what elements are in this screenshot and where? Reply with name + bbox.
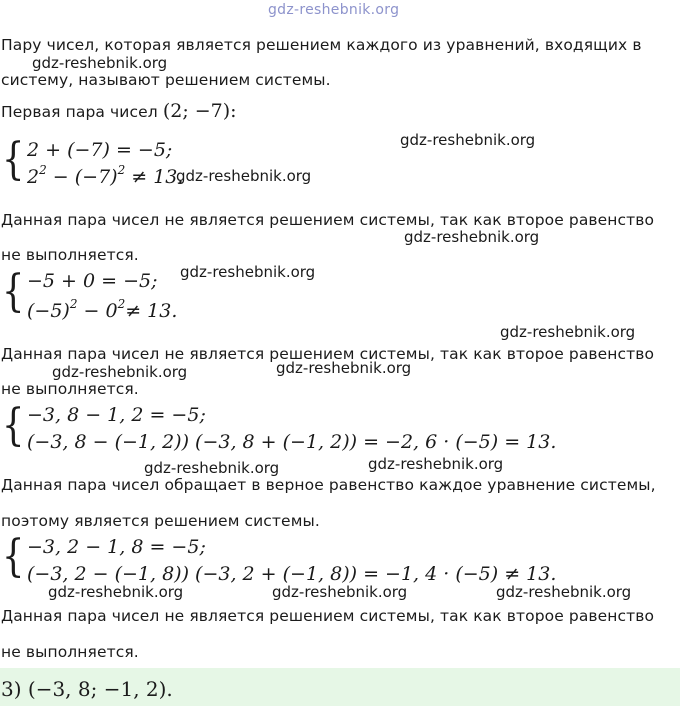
not-solution-1-line-1: Данная пара чисел не является решением системы, так как второе равенство <box>1 211 655 229</box>
first-pair-value: (2; −7): <box>162 100 237 122</box>
watermark: gdz-reshebnik.org <box>500 323 636 341</box>
system-3-brace: { <box>2 400 25 451</box>
system-4-brace: { <box>2 531 25 582</box>
system-3-eq-1: −3, 8 − 1, 2 = −5; <box>27 404 206 426</box>
intro-line-1: Пару чисел, которая является решением каждого из уравнений, входящих в <box>1 36 642 54</box>
not-solution-3-line-2: не выполняется. <box>1 643 139 661</box>
not-solution-1-line-2: не выполняется. <box>1 246 139 264</box>
system-4-eq-1: −3, 2 − 1, 8 = −5; <box>27 536 206 558</box>
watermark: gdz-reshebnik.org <box>144 459 280 477</box>
not-solution-3-line-1: Данная пара чисел не является решением системы, так как второе равенство <box>1 607 655 625</box>
not-solution-2-line-2: не выполняется. <box>1 380 139 398</box>
system-2-eq-2: $(-5)^2 - 0^2\ne 13$. <box>27 297 178 322</box>
solution-line-2: поэтому является решением системы. <box>1 512 320 530</box>
watermark: gdz-reshebnik.org <box>52 363 188 381</box>
system-1-brace: { <box>2 134 25 185</box>
first-pair-label: Первая пара чисел <box>1 103 158 121</box>
system-4-eq-2: (−3, 2 − (−1, 8)) (−3, 2 + (−1, 8)) = −1, 4 · (−5) ≠ 13. <box>27 563 557 585</box>
solution-line-1: Данная пара чисел обращает в верное равенство каждое уравнение системы, <box>1 476 656 494</box>
answer: 3) (−3, 8; −1, 2). <box>1 677 173 701</box>
watermark: gdz-reshebnik.org <box>368 455 504 473</box>
watermark: gdz-reshebnik.org <box>272 583 408 601</box>
system-1-eq-2: $2^2 - (-7)^2 \ne 13$. <box>27 163 184 188</box>
system-1-eq-1: 2 + (−7) = −5; <box>27 139 173 161</box>
watermark: gdz-reshebnik.org <box>496 583 632 601</box>
watermark: gdz-reshebnik.org <box>276 359 412 377</box>
watermark: gdz-reshebnik.org <box>404 228 540 246</box>
watermark: gdz-reshebnik.org <box>400 131 536 149</box>
system-2-brace: { <box>2 266 25 317</box>
watermark: gdz-reshebnik.org <box>32 54 168 72</box>
watermark-top: gdz-reshebnik.org <box>268 2 400 18</box>
watermark: gdz-reshebnik.org <box>180 263 316 281</box>
not-solution-2-line-1: Данная пара чисел не является решением системы, так как второе равенство <box>1 345 655 363</box>
system-3-eq-2: (−3, 8 − (−1, 2)) (−3, 8 + (−1, 2)) = −2, 6 · (−5) = 13. <box>27 431 557 453</box>
watermark: gdz-reshebnik.org <box>48 583 184 601</box>
watermark: gdz-reshebnik.org <box>176 167 312 185</box>
system-2-eq-1: −5 + 0 = −5; <box>27 270 158 292</box>
intro-line-2: систему, называют решением системы. <box>1 71 331 89</box>
first-pair-line <box>1 100 237 122</box>
